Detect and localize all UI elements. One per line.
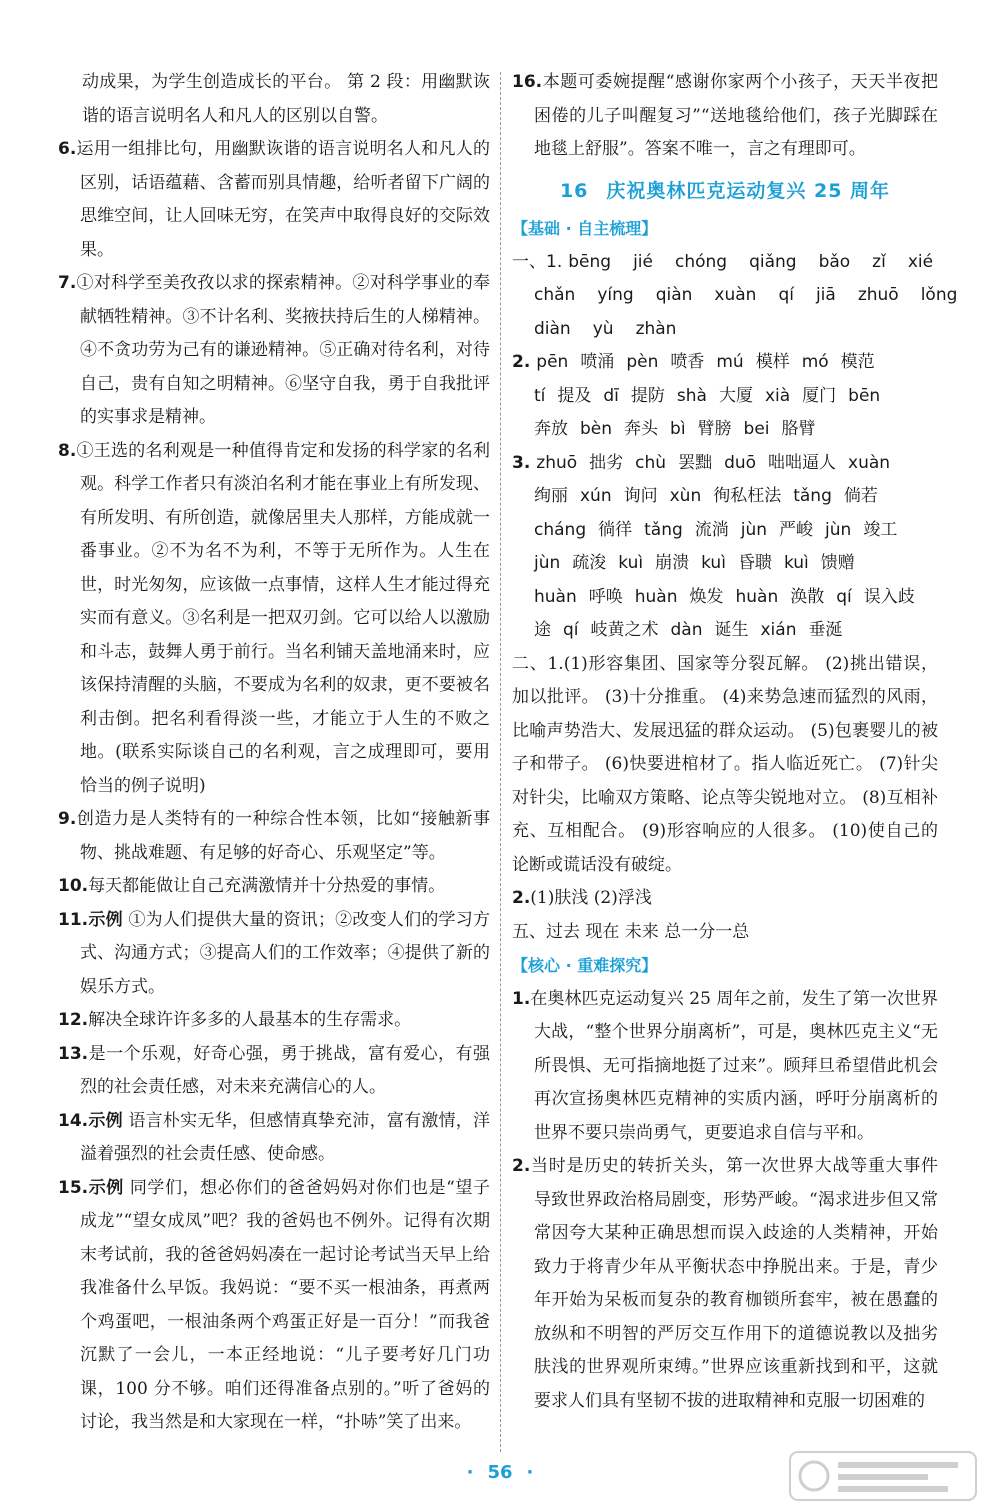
word-cell: 奔头	[624, 419, 659, 439]
word-cell: 拙劣	[589, 452, 624, 473]
word-row	[512, 614, 938, 648]
word-cell: pēn	[536, 352, 569, 372]
word-cell: jùn	[825, 519, 852, 540]
word-cell: qí	[563, 620, 579, 640]
item-text: 是一个乐观，好奇心强，勇于挑战，富有爱心，有强烈的社会责任感，对未来充满信心的人。	[80, 1043, 490, 1097]
word-row	[512, 246, 938, 280]
word-cell: yíng	[597, 285, 634, 305]
word-cell: pèn	[626, 352, 659, 372]
word-row	[512, 447, 938, 481]
left-column	[58, 66, 490, 1440]
item-number: 10.	[58, 876, 89, 896]
section-heading-basic: 【基础 · 自主梳理】	[512, 219, 658, 238]
answer-item-4	[58, 870, 490, 904]
word-cell: 岐黄之术	[590, 620, 659, 640]
word-cell: 馈赠	[820, 553, 855, 573]
word-cell: jùn	[534, 553, 561, 573]
word-cell: chóng	[674, 251, 728, 272]
word-cell: xún	[580, 486, 612, 506]
word-cell: bèn	[580, 419, 613, 439]
word-row	[512, 581, 938, 615]
word-cell: 昏聩	[737, 553, 772, 573]
word-cell: zhuō	[857, 285, 899, 305]
word-cell: 罢黜	[678, 452, 713, 473]
word-cell: huàn	[634, 586, 678, 607]
word-cell: jùn	[740, 519, 768, 540]
word-cell: xuàn	[848, 452, 891, 473]
item-number: 11.	[58, 909, 89, 930]
word-cell: kuì	[701, 553, 726, 573]
word-cell: dī	[603, 385, 619, 406]
word-cell: zǐ	[872, 251, 886, 272]
answer-item-6	[58, 1004, 490, 1038]
word-cell: 模样	[755, 352, 790, 372]
synonyms-text: (1)肤浅 (2)浮浅	[530, 888, 652, 908]
item-number: 2.	[512, 888, 531, 908]
answer-item-3	[58, 803, 490, 870]
part-two-label: 二、1.	[512, 653, 564, 674]
item-text: ①对科学至美孜孜以求的探索精神。②对科学事业的奉献牺牲精神。③不计名利、奖掖扶持后生的人梯精神。④不贪功劳为己有的谦逊精神。⑤正确对待名利，对待自己，贵有自知之明精神。⑥坚守自我，勇于自我批评的实事求是精神。	[76, 273, 490, 427]
word-cell: huàn	[534, 586, 577, 607]
word-cell: lǒng	[920, 285, 958, 305]
item-number: 14.	[58, 1110, 89, 1131]
item-number: 8.	[58, 440, 77, 461]
word-cell: kuì	[783, 553, 809, 573]
right-column	[512, 66, 958, 1418]
word-cell: chǎn	[534, 285, 576, 305]
polyphone-rows	[512, 346, 938, 447]
word-cell: zhuō	[536, 452, 578, 473]
word-cell: chù	[635, 452, 667, 473]
part-two	[512, 648, 938, 916]
item-number: 6.	[58, 139, 77, 159]
word-row	[512, 380, 938, 414]
item-text: 运用一组排比句，用幽默诙谐的语言说明名人和凡人的区别，话语蕴藉、含蓄而别具情趣，给听者留下广阔的思维空间，让人回味无穷，在笑声中取得良好的交际效果。	[76, 139, 490, 260]
word-cell: 绚丽	[534, 486, 568, 506]
item-number: 2.	[512, 352, 531, 372]
word-cell: 误入歧	[863, 586, 915, 607]
word-cell: 喷香	[670, 352, 705, 372]
word-cell: 提防	[630, 385, 665, 406]
answer-item-0	[58, 133, 490, 267]
word-cell: huàn	[735, 586, 779, 607]
word-cell: 严峻	[779, 519, 814, 540]
word-cell: qiàn	[655, 285, 693, 305]
answer-item-9	[58, 1172, 490, 1440]
part-five: 五、过去 现在 未来 总一分一总	[512, 921, 750, 942]
word-cell: xián	[760, 620, 797, 640]
page-number: · 56 ·	[466, 1462, 534, 1483]
word-cell: xùn	[669, 486, 702, 506]
word-row	[512, 480, 938, 514]
word-cell: bǎo	[818, 251, 851, 272]
item-number: 13.	[58, 1043, 89, 1064]
item-number: 1.	[512, 988, 531, 1009]
word-cell: 途	[534, 620, 551, 640]
word-row	[512, 346, 938, 380]
item-number: 12.	[58, 1010, 89, 1030]
word-cell: 模范	[840, 352, 875, 372]
item-text: ①王选的名利观是一种值得肯定和发扬的科学家的名利观。科学工作者只有淡泊名利才能在事业上有所发现、有所发明、有所创造，就像居里夫人那样，方能成就一番事业。②不为名不为利，不等于无所作为。人生在世，时光匆匆，应该做一点事情，这样人生才能过得充实而有意义。③名利是一把双刃剑。它可以给人以激励和斗志，鼓舞人勇于前行。当名利铺天盖地涌来时，应该保持清醒的头脑，不要成为名利的奴隶，更不要被名利击倒。把名利看得淡一些，才能立于人生的不败之地。(联系实际谈自己的名利观，言之成理即可，要用恰当的例子说明)	[76, 440, 490, 796]
example-label: 示例	[88, 1110, 123, 1131]
word-row	[512, 514, 938, 548]
word-row	[512, 313, 938, 347]
part-one	[512, 246, 958, 648]
word-cell: qí	[836, 586, 852, 607]
item-text: 当时是历史的转折关头，第一次世界大战等重大事件导致世界政治格局剧变，形势严峻。“渴求进步但又常常因夸大某种正确思想而误入歧途的人类精神，开始致力于将青少年从平衡状态中挣脱出来。于是，青少年开始为呆板而复杂的教育枷锁所套牢，被在愚蠢的放纵和不明智的严厉交互作用下的道德说教以及拙劣肤浅的世界观所束缚。”世界应该重新找到和平，这就要求人们具有坚韧不拔的进取精神和克服一切困难的	[530, 1156, 938, 1411]
lesson-title	[512, 175, 938, 209]
word-cell: bēn	[848, 385, 881, 406]
item-text: ①为人们提供大量的资讯；②改变人们的学习方式、沟通方式；③提高人们的工作效率；④提供了新的娱乐方式。	[80, 909, 491, 997]
word-cell: bēng	[568, 251, 612, 272]
word-cell: qí	[778, 285, 794, 305]
word-cell: 涣散	[790, 586, 825, 607]
core-answer-list	[512, 983, 938, 1419]
answer-item-8	[58, 1105, 490, 1172]
word-cell: kuì	[618, 553, 644, 573]
word-row	[512, 279, 958, 313]
word-cell: xuàn	[714, 285, 757, 305]
word-cell: 大厦	[718, 385, 753, 406]
word-cell: bei	[743, 419, 770, 439]
example-label: 示例	[88, 1177, 124, 1198]
answer-item-2	[58, 435, 490, 804]
page-number-text: 56	[487, 1462, 513, 1483]
word-cell: 焕发	[689, 586, 724, 607]
word-cell: 提及	[557, 385, 592, 406]
word-cell: 厦门	[802, 385, 837, 406]
item-text: 解决全球许许多多的人最基本的生存需求。	[88, 1010, 412, 1030]
definitions-text: (1)形容集团、国家等分裂瓦解。 (2)挑出错误，加以批评。 (3)十分推重。 (4)来势急速而猛烈的风雨，比喻声势浩大、发展迅猛的群众运动。 (5)包裹婴儿的被子和带子。 (6)快要进棺材了。指人临近死亡。 (7)针尖对针尖，比喻双方策略、论点等尖锐地对立。 (8)互相补充、互相配合。 (9)形容响应的人很多。 (10)使自己的论断或谎话没有破绽。	[512, 653, 938, 875]
word-cell: 徇私枉法	[713, 486, 782, 506]
word-cell: 流淌	[694, 519, 729, 540]
item-text: 语言朴实无华，但感情真挚充沛，富有激情，洋溢着强烈的社会责任感、使命感。	[80, 1110, 491, 1164]
word-cell: 奔放	[534, 419, 568, 439]
item-text: 创造力是人类特有的一种综合性本领，比如“接触新事物、挑战难题、有足够的好奇心、乐观坚定”等。	[76, 809, 490, 863]
item-number: 16.	[512, 72, 543, 92]
word-cell: mú	[716, 352, 744, 372]
character-rows	[512, 447, 938, 648]
word-cell: tǎng	[793, 486, 832, 506]
lesson-number: 16	[559, 179, 589, 202]
word-cell: 喷涌	[580, 352, 615, 372]
word-cell: xià	[764, 385, 791, 406]
word-cell: 崩溃	[655, 553, 690, 573]
word-cell: tí	[534, 385, 546, 406]
word-cell: 咄咄逼人	[768, 452, 837, 473]
column-divider	[500, 72, 501, 1452]
word-cell: dàn	[670, 620, 703, 640]
word-cell: jiā	[815, 285, 836, 305]
item-text: 同学们，想必你们的爸爸妈妈对你们也是“望子成龙”“望女成凤”吧？我的爸妈也不例外。记得有次期末考试前，我的爸爸妈妈凑在一起讨论考试当天早上给我准备什么早饭。我妈说：“要不买一根油条，再煮两个鸡蛋吧，一根油条两个鸡蛋正好是一百分！”而我爸沉默了一会儿，一本正经地说：“儿子要考好几门功课，100 分不够。咱们还得准备点别的。”听了爸妈的讨论，我当然是和大家现在一样，“扑哧”笑了出来。	[80, 1177, 491, 1432]
item-text: 在奥林匹克运动复兴 25 周年之前，发生了第一次世界大战，“整个世界分崩离析”，可是，奥林匹克主义“无所畏惧、无可指摘地挺了过来”。顾拜旦希望借此机会再次宣扬奥林匹克精神的实质内涵，呼吁分崩离析的世界不要只崇尚勇气，更要追求自信与平和。	[530, 988, 938, 1143]
word-cell: 垂涎	[808, 620, 843, 640]
word-cell: 臂膀	[697, 419, 732, 439]
word-row	[512, 413, 938, 447]
synonyms	[512, 882, 938, 916]
word-cell: 胳臂	[781, 419, 816, 439]
item-number: 9.	[58, 809, 77, 829]
word-cell: 竣工	[863, 519, 898, 540]
continued-paragraph: 动成果，为学生创造成长的平台。 第 2 段：用幽默诙谐的语言说明名人和凡人的区别以自警。	[82, 72, 490, 126]
word-cell: cháng	[534, 519, 587, 540]
section-heading-core: 【核心 · 重难探究】	[512, 956, 658, 975]
answer-item-5	[58, 904, 490, 1005]
word-cell: 呼唤	[588, 586, 623, 607]
word-cell: jié	[633, 251, 653, 272]
word-cell: tǎng	[644, 519, 683, 540]
word-row	[512, 547, 938, 581]
answer-item-16	[512, 66, 938, 167]
core-item-0	[512, 983, 938, 1151]
item-text: 本题可委婉提醒“感谢你家两个小孩子，天天半夜把困倦的儿子叫醒复习”“送地毯给他们，孩子光脚踩在地毯上舒服”。答案不唯一，言之有理即可。	[534, 72, 938, 159]
item-number: 7.	[58, 273, 77, 293]
item-text: 每天都能做让自己充满激情并十分热爱的事情。	[88, 876, 446, 896]
word-cell: 疏浚	[572, 553, 607, 573]
pinyin-rows	[512, 246, 958, 347]
word-cell: 倘若	[843, 486, 878, 506]
core-item-1	[512, 1150, 938, 1418]
word-cell: duō	[724, 452, 757, 473]
word-cell: 徜徉	[598, 519, 633, 540]
answer-item-7	[58, 1038, 490, 1105]
left-answer-list	[58, 133, 490, 1440]
answer-item-1	[58, 267, 490, 435]
lesson-title-text: 庆祝奥林匹克运动复兴 25 周年	[606, 179, 891, 202]
word-cell: bì	[670, 419, 686, 439]
example-label: 示例	[88, 909, 123, 930]
item-number: 一、1.	[512, 251, 563, 272]
word-cell: 诞生	[714, 620, 749, 640]
watermark-logo	[788, 1450, 978, 1502]
word-cell: zhàn	[635, 318, 677, 339]
word-cell: mó	[801, 352, 829, 372]
definitions	[512, 648, 938, 883]
word-cell: xié	[907, 251, 934, 272]
word-cell: shà	[676, 385, 707, 406]
item-number: 3.	[512, 452, 531, 473]
word-cell: yù	[592, 318, 614, 339]
word-cell: qiǎng	[749, 251, 797, 272]
word-cell: diàn	[534, 318, 571, 339]
item-number: 2.	[512, 1156, 531, 1176]
word-cell: 询问	[623, 486, 658, 506]
item-number: 15.	[58, 1177, 89, 1198]
